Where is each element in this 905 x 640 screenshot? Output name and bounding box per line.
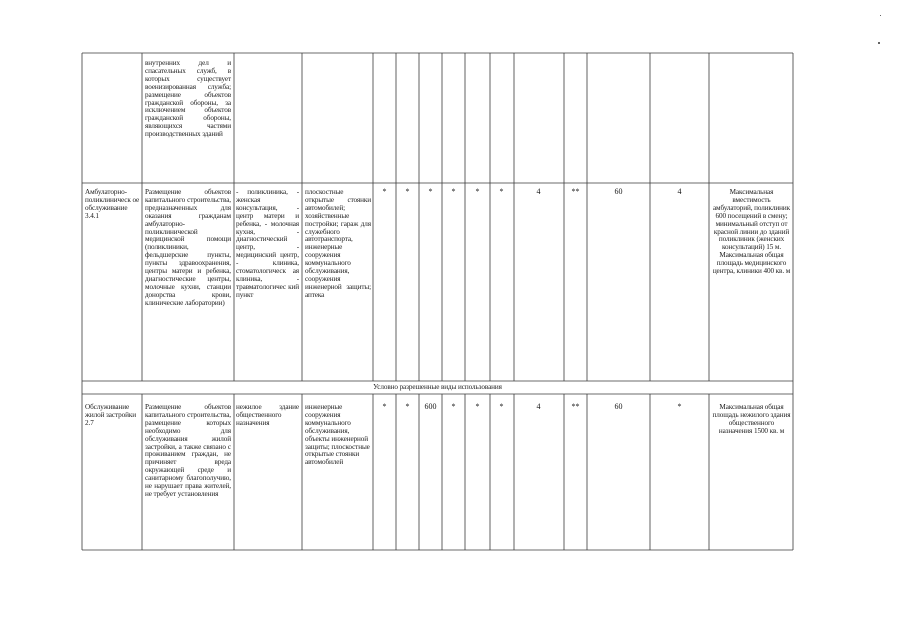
housing-param-3: 600 [424, 402, 437, 411]
housing-param-5: * [475, 402, 480, 411]
ambulatory-description: Размещение объектов капитального строительства, предназначенных для оказания гражданам амбулаторно-поликлинической медицинской помощи (поликлиники, фельдшерские пункты, пункты здравоохранения, центры матери и ребенка, диагностические центры, молочные кухни, станции донорства крови, клинические лаборатории) [145, 188, 231, 307]
housing-name: Обслуживание жилой застройки 2.7 [85, 403, 136, 427]
ambulatory-param-5: * [475, 187, 480, 196]
ambulatory-param-6: * [499, 187, 504, 196]
ambulatory-main-uses: - поликлиника, - женская консультация, - центр матери и ребенка, - молочная кухня, - диагностический центр, - медицинский центр, - клиника, стоматологическ ая клиника, - травматологичес кий пункт [236, 188, 299, 299]
ambulatory-param-10: 4 [677, 187, 682, 196]
ambulatory-param-8: ** [571, 187, 580, 196]
ambulatory-param-9: 60 [614, 187, 623, 196]
ambulatory-param-7: 4 [536, 187, 541, 196]
housing-param-7: 4 [536, 402, 541, 411]
top-row-purpose: внутренних дел и спасательных служб, в которых существует военизированная служба; размещение объектов гражданской обороны, за исключением объектов гражданской обороны, являющихся частями производственных зданий [145, 59, 231, 139]
ambulatory-note: Максимальная вместимость амбулаторий, поликлиник 600 посещений в смену; минимальный отступ от красной линии до зданий поликлиник (женских консультаций) 15 м. Максимальная общая площадь медицинского центра, клиники 400 кв. м [712, 188, 791, 276]
ambulatory-name: Амбулаторно-поликлиническ ое обслуживание 3.4.1 [85, 188, 140, 220]
housing-description: Размещение объектов капитального строительства, размещение которых необходимо для обслуживания жилой застройки, а также связано с проживанием граждан, не причиняет вреда окружающей среде и санитарному благополучию, не нарушает права жителей, не требует установления [145, 403, 231, 498]
ambulatory-param-1: * [382, 187, 387, 196]
ambulatory-param-2: * [405, 187, 410, 196]
housing-auxiliary-uses: инженерные сооружения коммунального обслуживания, объекты инженерной защиты; плоскостные открытые стоянки автомобилей [305, 403, 370, 467]
housing-main-uses: нежилое здание общественного назначения [236, 403, 299, 427]
housing-note: Максимальная общая площадь нежилого здания общественного назначения 1500 кв. м [712, 403, 791, 435]
housing-param-9: 60 [614, 402, 623, 411]
housing-param-4: * [451, 402, 456, 411]
scan-speck [878, 42, 880, 44]
housing-param-8: ** [571, 402, 580, 411]
ambulatory-param-4: * [451, 187, 456, 196]
section-heading-conditional-uses: Условно разрешенные виды использования [373, 383, 502, 391]
housing-param-10: * [677, 402, 682, 411]
ambulatory-auxiliary-uses: плоскостные открытые стоянки автомобилей; хозяйственные постройки; гараж для служебного автотранспорта, инженерные сооружения коммунального обслуживания, сооружения инженерной защиты; аптека [305, 188, 371, 299]
housing-param-2: * [405, 402, 410, 411]
ambulatory-param-3: * [428, 187, 433, 196]
housing-param-1: * [382, 402, 387, 411]
housing-param-6: * [499, 402, 504, 411]
scan-speck [880, 15, 881, 16]
